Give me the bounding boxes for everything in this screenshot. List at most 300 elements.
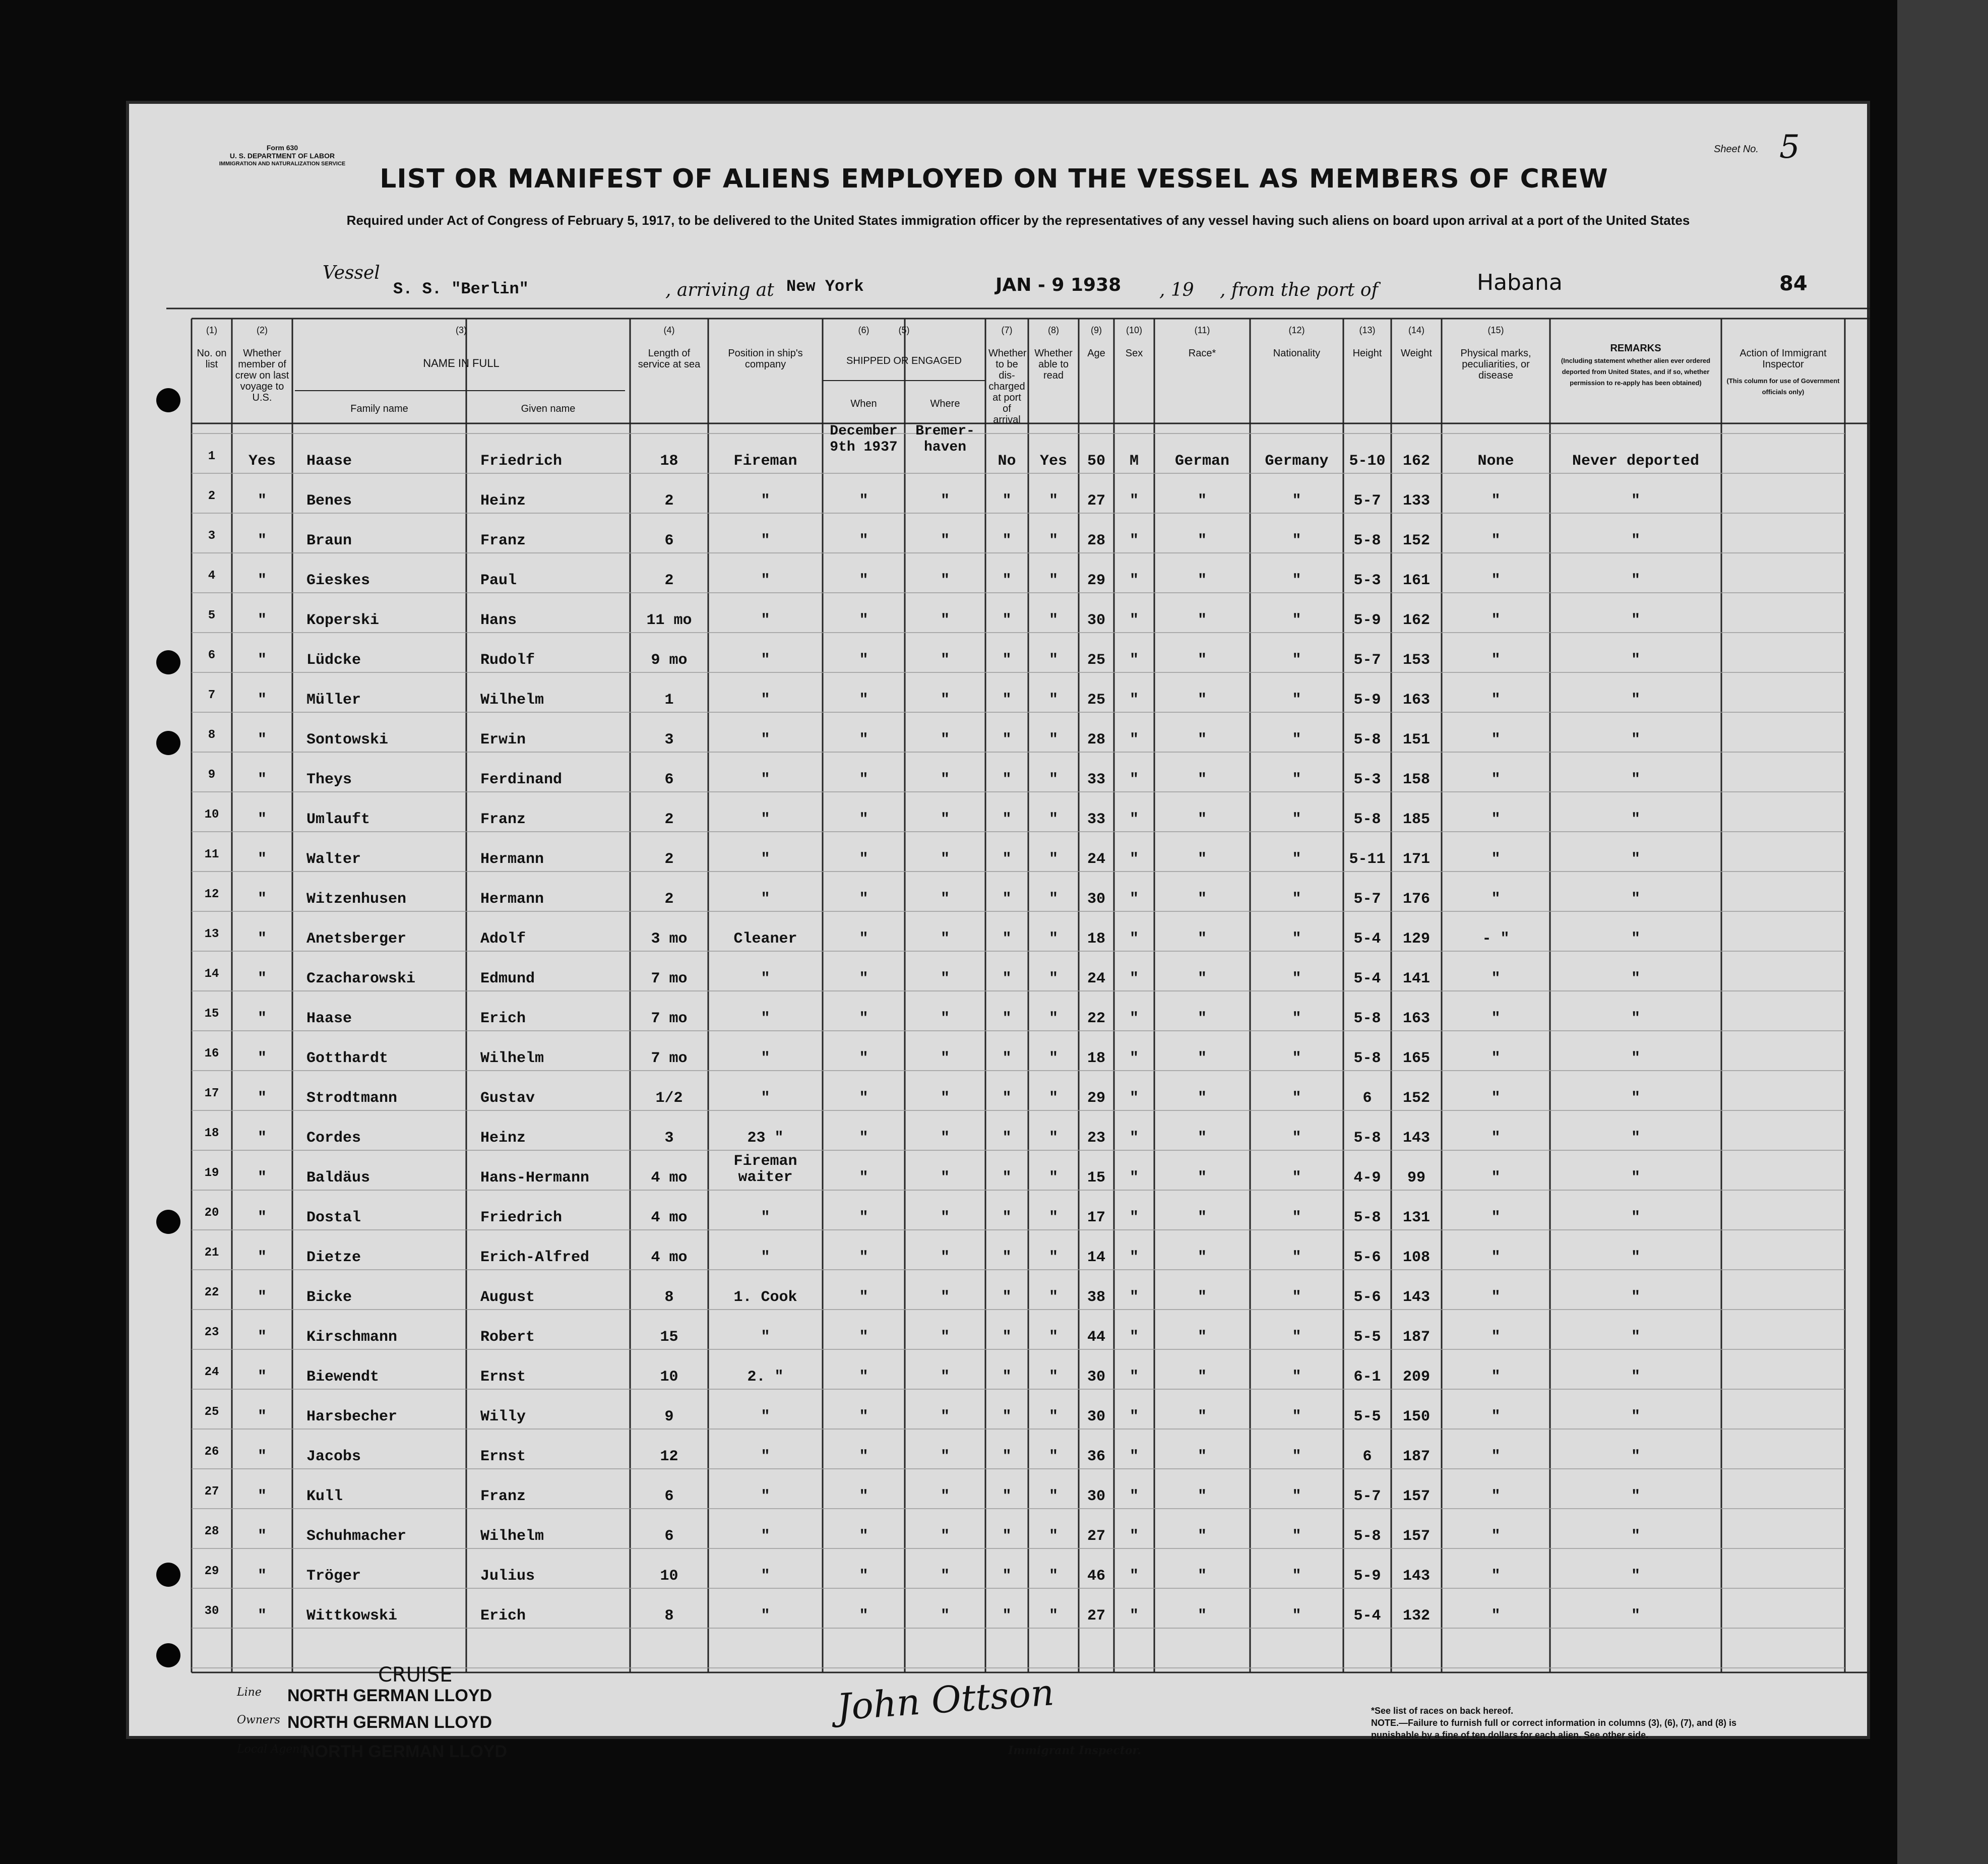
cell-height: 5-4 xyxy=(1353,930,1381,948)
column-number: (11) xyxy=(1194,325,1210,335)
footer-notes xyxy=(1371,1705,1774,1741)
cell-family: Benes xyxy=(306,492,352,510)
column-header: Whether to be dis-charged at port of arrival xyxy=(988,348,1027,425)
cell-race: " xyxy=(1197,1607,1207,1625)
column-header: SHIPPED OR ENGAGED xyxy=(846,355,962,366)
cell-marks: " xyxy=(1491,652,1501,669)
column-header: Action of Immigrant Inspector xyxy=(1740,348,1827,370)
line-label: Line xyxy=(237,1686,262,1699)
cell-height: 5-8 xyxy=(1353,532,1381,549)
cell-race: German xyxy=(1174,453,1230,470)
cell-sex: " xyxy=(1129,1050,1139,1067)
cell-remarks: " xyxy=(1631,1369,1640,1386)
cell-weight: 162 xyxy=(1402,453,1430,470)
cell-height: 5-3 xyxy=(1353,572,1381,589)
cell-age: 29 xyxy=(1087,572,1105,589)
cell-read: Yes xyxy=(1039,453,1067,470)
cell-discharged: " xyxy=(1002,1408,1012,1425)
cell-no: 9 xyxy=(208,768,216,782)
cell-family: Anetsberger xyxy=(306,930,407,948)
cell-service: 8 xyxy=(664,1289,674,1306)
cell-age: 38 xyxy=(1087,1289,1105,1306)
cell-age: 17 xyxy=(1087,1209,1105,1226)
column-number: (1) xyxy=(206,325,217,335)
cell-position: 2. " xyxy=(747,1369,784,1386)
cell-no: 24 xyxy=(204,1365,219,1379)
cell-service: 2 xyxy=(664,572,674,589)
cell-age: 30 xyxy=(1087,891,1105,908)
cell-crew: " xyxy=(257,492,267,510)
column-header: Physical marks, peculiarities, or disease xyxy=(1460,348,1531,381)
binder-hole xyxy=(156,650,180,674)
cell-marks: - " xyxy=(1482,930,1510,948)
cell-given: Franz xyxy=(480,532,526,549)
cell-crew: " xyxy=(257,771,267,788)
cell-when: " xyxy=(859,1090,868,1107)
cell-height: 5-4 xyxy=(1353,1607,1381,1625)
cell-age: 23 xyxy=(1087,1130,1105,1147)
cell-nationality: " xyxy=(1292,1408,1301,1425)
cell-no: 7 xyxy=(208,689,216,702)
cell-service: 4 mo xyxy=(651,1249,688,1266)
cell-sex: " xyxy=(1129,1010,1139,1027)
arrival-port: New York xyxy=(786,277,864,296)
column-header: REMARKS xyxy=(1610,343,1661,354)
cell-remarks: " xyxy=(1631,1209,1640,1226)
binder-hole xyxy=(156,731,180,755)
cell-marks: " xyxy=(1491,1448,1501,1465)
binder-hole xyxy=(156,1210,180,1234)
cell-height: 5-7 xyxy=(1353,891,1381,908)
column-header: No. on list xyxy=(197,348,227,370)
cell-marks: " xyxy=(1491,1209,1501,1226)
cell-position: " xyxy=(761,1528,770,1545)
cell-discharged: " xyxy=(1002,692,1012,709)
cell-position: " xyxy=(761,851,770,868)
cell-height: 5-8 xyxy=(1353,811,1381,828)
cell-race: " xyxy=(1197,1289,1207,1306)
binder-hole xyxy=(156,1643,180,1667)
cell-no: 19 xyxy=(204,1166,219,1180)
cell-nationality: " xyxy=(1292,731,1301,749)
cell-nationality: " xyxy=(1292,1169,1301,1187)
cell-read: " xyxy=(1048,1169,1058,1187)
cell-given: Heinz xyxy=(480,492,526,510)
cell-remarks: " xyxy=(1631,731,1640,749)
cell-family: Müller xyxy=(306,692,361,709)
cell-marks: " xyxy=(1491,572,1501,589)
cell-given: Paul xyxy=(480,572,517,589)
cell-no: 8 xyxy=(208,728,216,742)
cell-where: " xyxy=(940,970,950,987)
cell-given: Erich xyxy=(480,1607,526,1625)
cell-given: Robert xyxy=(480,1329,535,1346)
cell-height: 5-8 xyxy=(1353,1130,1381,1147)
departure-port: Habana xyxy=(1477,270,1563,295)
cell-read: " xyxy=(1048,1329,1058,1346)
cell-crew: " xyxy=(257,572,267,589)
cell-crew: " xyxy=(257,1369,267,1386)
cell-sex: " xyxy=(1129,1169,1139,1187)
cell-no: 27 xyxy=(204,1485,219,1499)
cell-no: 10 xyxy=(204,808,219,822)
cell-service: 2 xyxy=(664,492,674,510)
cell-position: " xyxy=(761,1568,770,1585)
cell-no: 3 xyxy=(208,529,216,543)
cell-remarks: " xyxy=(1631,970,1640,987)
cell-weight: 152 xyxy=(1402,532,1430,549)
agents-value: NORTH GERMAN LLOYD xyxy=(302,1742,508,1761)
cell-weight: 131 xyxy=(1402,1209,1430,1226)
cell-where: " xyxy=(940,1369,950,1386)
cell-position: " xyxy=(761,1607,770,1625)
vessel-name: S. S. "Berlin" xyxy=(393,280,529,298)
cell-race: " xyxy=(1197,1010,1207,1027)
cell-given: Franz xyxy=(480,1488,526,1505)
cell-marks: " xyxy=(1491,851,1501,868)
cell-age: 50 xyxy=(1087,453,1105,470)
cell-marks: " xyxy=(1491,1289,1501,1306)
cell-family: Schuhmacher xyxy=(306,1528,407,1545)
cell-remarks: " xyxy=(1631,572,1640,589)
cell-read: " xyxy=(1048,1289,1058,1306)
cell-no: 11 xyxy=(204,848,219,861)
cell-no: 5 xyxy=(208,609,216,623)
cell-discharged: " xyxy=(1002,1448,1012,1465)
cell-where: " xyxy=(940,652,950,669)
cell-marks: " xyxy=(1491,1249,1501,1266)
cell-age: 18 xyxy=(1087,930,1105,948)
cell-crew: " xyxy=(257,1010,267,1027)
cell-nationality: " xyxy=(1292,1369,1301,1386)
cell-service: 1/2 xyxy=(655,1090,683,1107)
cell-discharged: " xyxy=(1002,1050,1012,1067)
cell-read: " xyxy=(1048,1130,1058,1147)
cell-marks: " xyxy=(1491,1607,1501,1625)
cell-where: " xyxy=(940,572,950,589)
cell-when: " xyxy=(859,1528,868,1545)
cell-marks: " xyxy=(1491,1408,1501,1425)
cell-position: 23 " xyxy=(747,1130,784,1147)
cell-sex: M xyxy=(1129,453,1139,470)
cell-marks: " xyxy=(1491,532,1501,549)
page-subtitle: Required under Act of Congress of February 5, 1917, to be delivered to the United States immigration officer by the representatives of any vessel having such aliens on board upon arrival at a port of the United States xyxy=(346,213,1690,228)
cell-where: " xyxy=(940,692,950,709)
cell-family: Theys xyxy=(306,771,352,788)
column-header: NAME IN FULL xyxy=(423,357,500,369)
cell-race: " xyxy=(1197,1528,1207,1545)
cell-race: " xyxy=(1197,1369,1207,1386)
cell-sex: " xyxy=(1129,1289,1139,1306)
cell-nationality: " xyxy=(1292,851,1301,868)
cell-race: " xyxy=(1197,1568,1207,1585)
cell-given: Wilhelm xyxy=(480,692,544,709)
cell-marks: " xyxy=(1491,692,1501,709)
cell-position: " xyxy=(761,492,770,510)
cell-where: Bremer- haven xyxy=(915,423,975,455)
cell-sex: " xyxy=(1129,1090,1139,1107)
cell-read: " xyxy=(1048,1050,1058,1067)
cell-height: 5-10 xyxy=(1349,453,1386,470)
cell-discharged: " xyxy=(1002,1568,1012,1585)
cell-service: 2 xyxy=(664,851,674,868)
cell-nationality: " xyxy=(1292,1130,1301,1147)
cell-weight: 209 xyxy=(1402,1369,1430,1386)
cell-remarks: " xyxy=(1631,930,1640,948)
cell-age: 24 xyxy=(1087,851,1105,868)
cell-family: Kull xyxy=(306,1488,343,1505)
cell-given: Willy xyxy=(480,1408,526,1425)
column-header: Race* xyxy=(1188,348,1216,359)
cell-given: Erich xyxy=(480,1010,526,1027)
cell-race: " xyxy=(1197,532,1207,549)
sheet-number: 5 xyxy=(1779,129,1800,166)
cell-service: 2 xyxy=(664,811,674,828)
cell-read: " xyxy=(1048,652,1058,669)
cell-sex: " xyxy=(1129,891,1139,908)
cell-weight: 185 xyxy=(1402,811,1430,828)
cell-no: 2 xyxy=(208,489,216,503)
cell-age: 30 xyxy=(1087,612,1105,629)
column-number: (8) xyxy=(1048,325,1059,335)
cell-crew: " xyxy=(257,1488,267,1505)
cell-age: 30 xyxy=(1087,1369,1105,1386)
cell-remarks: " xyxy=(1631,612,1640,629)
cell-when: " xyxy=(859,851,868,868)
cell-position: Fireman waiter xyxy=(733,1153,797,1186)
cell-when: December 9th 1937 xyxy=(830,423,898,455)
cell-remarks: " xyxy=(1631,492,1640,510)
cell-remarks: " xyxy=(1631,692,1640,709)
cell-marks: " xyxy=(1491,1130,1501,1147)
cell-marks: " xyxy=(1491,1369,1501,1386)
cell-remarks: " xyxy=(1631,1249,1640,1266)
cell-crew: " xyxy=(257,1090,267,1107)
page-title: LIST OR MANIFEST OF ALIENS EMPLOYED ON THE VESSEL AS MEMBERS OF CREW xyxy=(380,164,1608,194)
cell-nationality: " xyxy=(1292,771,1301,788)
cell-service: 6 xyxy=(664,1488,674,1505)
cell-crew: " xyxy=(257,1568,267,1585)
binder-hole xyxy=(156,1563,180,1587)
cell-height: 5-5 xyxy=(1353,1408,1381,1425)
cell-age: 28 xyxy=(1087,731,1105,749)
column-number: (14) xyxy=(1408,325,1424,335)
cell-crew: " xyxy=(257,532,267,549)
cell-height: 5-7 xyxy=(1353,1488,1381,1505)
column-header: Given name xyxy=(521,403,576,414)
cell-discharged: " xyxy=(1002,612,1012,629)
cell-given: Julius xyxy=(480,1568,535,1585)
cell-age: 15 xyxy=(1087,1169,1105,1187)
cell-weight: 132 xyxy=(1402,1607,1430,1625)
cell-service: 6 xyxy=(664,1528,674,1545)
cell-marks: " xyxy=(1491,731,1501,749)
cell-height: 5-8 xyxy=(1353,1010,1381,1027)
cell-remarks: " xyxy=(1631,532,1640,549)
cell-sex: " xyxy=(1129,1408,1139,1425)
cell-no: 28 xyxy=(204,1525,219,1538)
form-service: IMMIGRATION AND NATURALIZATION SERVICE xyxy=(219,161,346,167)
cell-weight: 108 xyxy=(1402,1249,1430,1266)
cell-read: " xyxy=(1048,930,1058,948)
arriving-label: , arriving at xyxy=(665,280,774,300)
cell-given: Hermann xyxy=(480,851,544,868)
cell-sex: " xyxy=(1129,930,1139,948)
cell-marks: " xyxy=(1491,1050,1501,1067)
cell-position: " xyxy=(761,532,770,549)
cell-where: " xyxy=(940,1408,950,1425)
cell-sex: " xyxy=(1129,1528,1139,1545)
cell-nationality: " xyxy=(1292,891,1301,908)
cell-crew: " xyxy=(257,652,267,669)
cell-no: 14 xyxy=(204,967,219,981)
cell-race: " xyxy=(1197,1488,1207,1505)
cell-when: " xyxy=(859,1050,868,1067)
cell-remarks: " xyxy=(1631,1528,1640,1545)
cell-position: Cleaner xyxy=(733,930,797,948)
cell-read: " xyxy=(1048,692,1058,709)
cell-sex: " xyxy=(1129,1249,1139,1266)
cell-remarks: " xyxy=(1631,1289,1640,1306)
cell-sex: " xyxy=(1129,1329,1139,1346)
cell-read: " xyxy=(1048,970,1058,987)
cell-service: 18 xyxy=(660,453,678,470)
cell-read: " xyxy=(1048,1408,1058,1425)
cell-nationality: " xyxy=(1292,811,1301,828)
from-port-label: , from the port of xyxy=(1220,280,1378,300)
cell-family: Walter xyxy=(306,851,361,868)
cell-race: " xyxy=(1197,970,1207,987)
cell-remarks: " xyxy=(1631,1568,1640,1585)
cell-family: Witzenhusen xyxy=(306,891,407,908)
cell-age: 29 xyxy=(1087,1090,1105,1107)
cell-read: " xyxy=(1048,1369,1058,1386)
cell-crew: " xyxy=(257,970,267,987)
cell-no: 6 xyxy=(208,649,216,662)
column-header: Age xyxy=(1087,348,1105,359)
cell-height: 5-6 xyxy=(1353,1249,1381,1266)
cell-given: Ernst xyxy=(480,1448,526,1465)
cell-marks: " xyxy=(1491,1488,1501,1505)
cell-given: Friedrich xyxy=(480,1209,563,1226)
column-header: Weight xyxy=(1401,348,1432,359)
cell-position: " xyxy=(761,1448,770,1465)
cell-position: 1. Cook xyxy=(733,1289,797,1306)
cell-weight: 133 xyxy=(1402,492,1430,510)
cell-nationality: " xyxy=(1292,1448,1301,1465)
cell-when: " xyxy=(859,1408,868,1425)
cell-remarks: " xyxy=(1631,1488,1640,1505)
cell-service: 3 xyxy=(664,731,674,749)
cell-height: 5-6 xyxy=(1353,1289,1381,1306)
cell-no: 29 xyxy=(204,1565,219,1578)
cell-when: " xyxy=(859,891,868,908)
cell-read: " xyxy=(1048,811,1058,828)
cell-weight: 143 xyxy=(1402,1568,1430,1585)
cell-race: " xyxy=(1197,1209,1207,1226)
cell-no: 26 xyxy=(204,1445,219,1459)
cell-sex: " xyxy=(1129,771,1139,788)
cell-position: " xyxy=(761,1249,770,1266)
cell-sex: " xyxy=(1129,532,1139,549)
cell-nationality: " xyxy=(1292,1329,1301,1346)
cell-remarks: " xyxy=(1631,1169,1640,1187)
cell-marks: " xyxy=(1491,1568,1501,1585)
cell-discharged: " xyxy=(1002,1369,1012,1386)
cell-age: 30 xyxy=(1087,1488,1105,1505)
cell-nationality: " xyxy=(1292,1249,1301,1266)
cell-weight: 163 xyxy=(1402,692,1430,709)
cell-when: " xyxy=(859,970,868,987)
cell-weight: 187 xyxy=(1402,1448,1430,1465)
line-company: NORTH GERMAN LLOYD xyxy=(287,1686,492,1705)
cell-discharged: " xyxy=(1002,811,1012,828)
cell-no: 18 xyxy=(204,1127,219,1140)
cell-weight: 187 xyxy=(1402,1329,1430,1346)
cell-read: " xyxy=(1048,1488,1058,1505)
cell-no: 30 xyxy=(204,1604,219,1618)
cell-no: 25 xyxy=(204,1405,219,1419)
cell-crew: " xyxy=(257,1289,267,1306)
cell-read: " xyxy=(1048,1448,1058,1465)
cell-nationality: " xyxy=(1292,652,1301,669)
cell-no: 1 xyxy=(208,450,216,463)
column-number: (9) xyxy=(1091,325,1102,335)
cell-no: 22 xyxy=(204,1286,219,1299)
cell-when: " xyxy=(859,492,868,510)
cell-service: 11 mo xyxy=(646,612,692,629)
column-header: Where xyxy=(930,398,960,409)
cell-discharged: No xyxy=(998,453,1016,470)
cell-where: " xyxy=(940,1050,950,1067)
sheet-label: Sheet No. xyxy=(1714,144,1759,155)
column-header: (Including statement whether alien ever ordered deported from United States, and if so, whether permission to re-apply has been obtained) xyxy=(1561,357,1711,387)
cell-service: 10 xyxy=(660,1568,678,1585)
form-dept: U. S. DEPARTMENT OF LABOR xyxy=(229,152,335,160)
cell-weight: 158 xyxy=(1402,771,1430,788)
cell-position: " xyxy=(761,1488,770,1505)
cell-no: 23 xyxy=(204,1326,219,1339)
column-header: Family name xyxy=(350,403,408,414)
cell-remarks: " xyxy=(1631,652,1640,669)
cell-marks: " xyxy=(1491,1169,1501,1187)
cell-no: 13 xyxy=(204,927,219,941)
cell-family: Baldäus xyxy=(306,1169,370,1187)
cell-sex: " xyxy=(1129,612,1139,629)
cell-when: " xyxy=(859,692,868,709)
cell-where: " xyxy=(940,811,950,828)
cell-crew: " xyxy=(257,851,267,868)
cell-crew: " xyxy=(257,1329,267,1346)
cell-marks: None xyxy=(1477,453,1514,470)
cell-where: " xyxy=(940,1289,950,1306)
cell-service: 6 xyxy=(664,771,674,788)
cell-when: " xyxy=(859,612,868,629)
column-header: Length of service at sea xyxy=(638,348,701,370)
cell-where: " xyxy=(940,1010,950,1027)
cell-where: " xyxy=(940,851,950,868)
cell-position: " xyxy=(761,1010,770,1027)
column-number: (3) xyxy=(456,325,467,335)
column-number: (12) xyxy=(1288,325,1305,335)
cell-given: Hans xyxy=(480,612,517,629)
right-edge-tab xyxy=(1897,0,1988,1864)
form-number: Form 630 xyxy=(266,144,298,152)
cell-weight: 176 xyxy=(1402,891,1430,908)
cell-sex: " xyxy=(1129,572,1139,589)
cell-where: " xyxy=(940,612,950,629)
cell-given: August xyxy=(480,1289,535,1306)
